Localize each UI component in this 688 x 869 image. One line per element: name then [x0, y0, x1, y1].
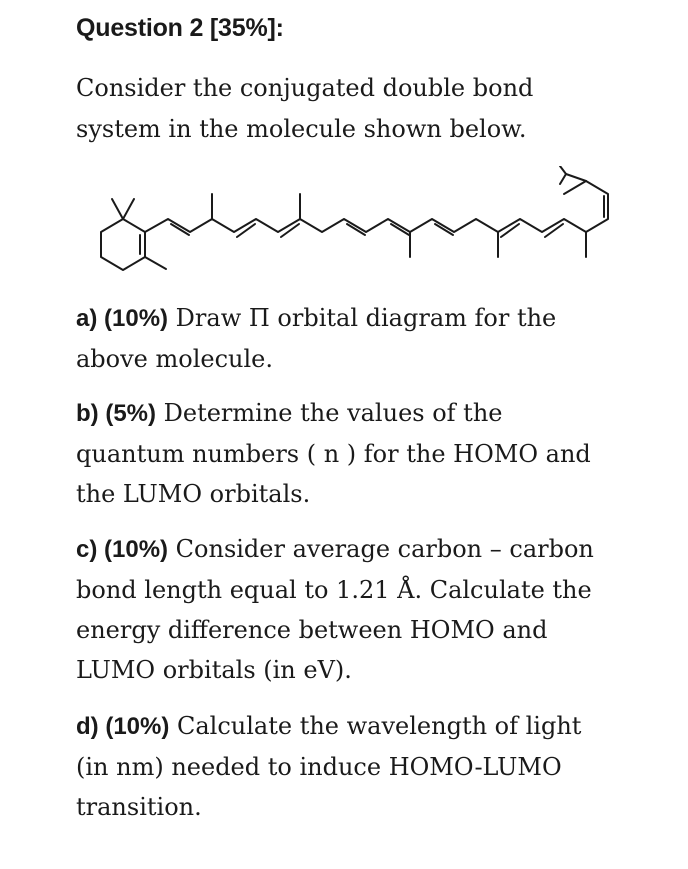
question-d-line-3: transition. — [76, 793, 202, 821]
intro-line-2: system in the molecule shown below. — [76, 115, 527, 143]
question-a-part: a) (10%) — [76, 305, 169, 332]
question-d-line-2: (in nm) needed to induce HOMO-LUMO — [76, 753, 562, 781]
question-c-line-1: Consider average carbon – carbon — [175, 535, 594, 563]
question-b-line-2: quantum numbers ( n ) for the HOMO and — [76, 440, 591, 468]
question-c-part: c) (10%) — [76, 536, 169, 563]
question-c-line-2: bond length equal to 1.21 Å. Calculate the — [76, 576, 592, 604]
question-c — [76, 529, 676, 690]
question-b-line-3: the LUMO orbitals. — [76, 480, 311, 508]
molecule-structure — [90, 166, 630, 276]
question-a-line-2: above molecule. — [76, 345, 274, 373]
question-b — [76, 393, 676, 514]
question-d-line-1: Calculate the wavelength of light — [176, 712, 582, 740]
question-d-part: d) (10%) — [76, 713, 170, 740]
intro-text — [76, 68, 666, 150]
question-a — [76, 298, 676, 379]
intro-line-1: Consider the conjugated double bond — [76, 74, 534, 102]
question-c-line-4: LUMO orbitals (in eV). — [76, 656, 352, 684]
question-c-line-3: energy difference between HOMO and — [76, 616, 548, 644]
question-heading: Question 2 [35%]: — [76, 14, 284, 42]
question-b-part: b) (5%) — [76, 400, 156, 427]
question-a-line-1: Draw Π orbital diagram for the — [175, 304, 557, 332]
question-b-line-1: Determine the values of the — [163, 399, 503, 427]
question-d — [76, 706, 676, 827]
